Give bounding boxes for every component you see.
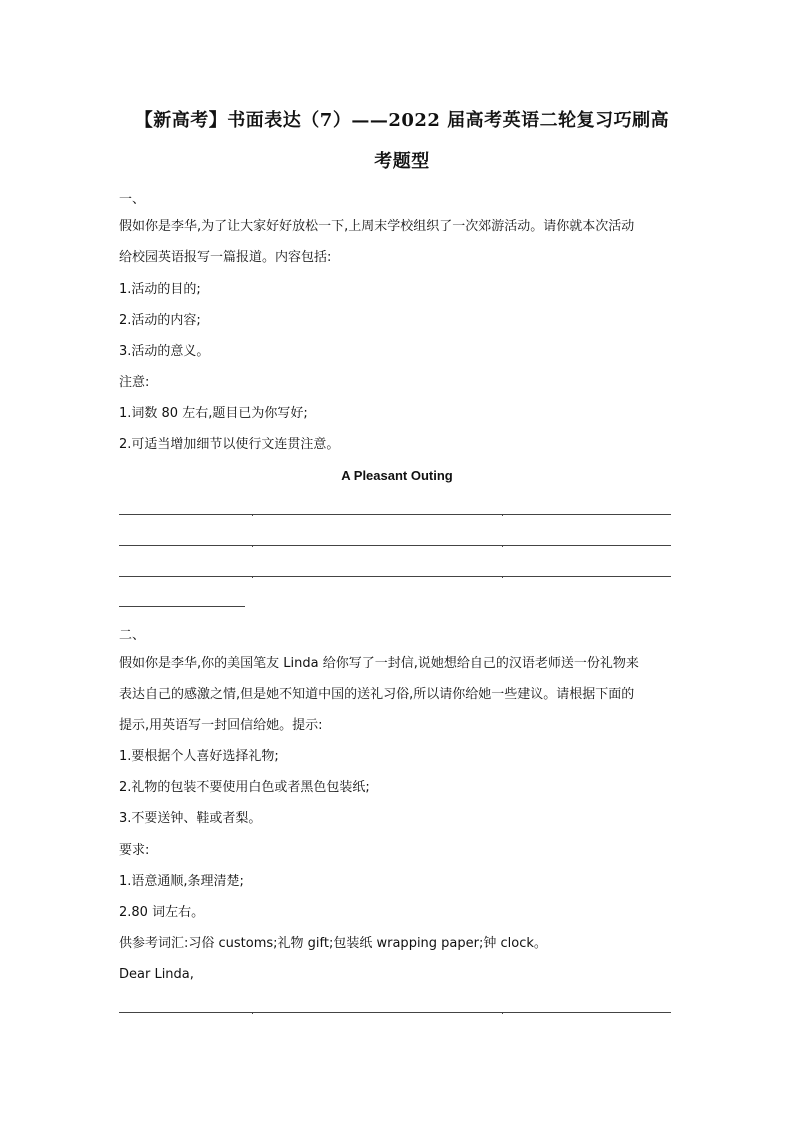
section-1-item-1: 1.活动的目的;: [119, 282, 201, 297]
section-1-heading: 一、: [119, 192, 146, 207]
section-2-prompt-line-2: 表达自己的感激之情,但是她不知道中国的送礼习俗,所以请你给她一些建议。请根据下面的: [119, 687, 635, 702]
writing-line-short: [119, 606, 245, 607]
section-2-item-2: 2.礼物的包装不要使用白色或者黑色包装纸;: [119, 780, 370, 795]
section-1-prompt-line-2: 给校园英语报写一篇报道。内容包括:: [119, 250, 332, 265]
section-1-notes-label: 注意:: [119, 375, 150, 390]
section-1-item-3: 3.活动的意义。: [119, 344, 210, 359]
writing-line: [119, 514, 671, 515]
document-title-line-2: 考题型: [374, 151, 430, 172]
section-1-prompt-line-1: 假如你是李华,为了让大家好好放松一下,上周末学校组织了一次郊游活动。请你就本次活动: [119, 219, 635, 234]
section-2-requirements-label: 要求:: [119, 843, 150, 858]
section-2-item-3: 3.不要送钟、鞋或者梨。: [119, 811, 262, 826]
section-2-requirement-2: 2.80 词左右。: [119, 905, 205, 920]
section-2-vocab: 供参考词汇:习俗 customs;礼物 gift;包装纸 wrapping paper;钟 clock。: [119, 936, 547, 951]
section-2-item-1: 1.要根据个人喜好选择礼物;: [119, 749, 279, 764]
section-1-item-2: 2.活动的内容;: [119, 313, 201, 328]
section-1-note-2: 2.可适当增加细节以使行文连贯注意。: [119, 437, 340, 452]
writing-line: [119, 545, 671, 546]
section-2-heading: 二、: [119, 628, 146, 643]
section-2-prompt-line-1: 假如你是李华,你的美国笔友 Linda 给你写了一封信,说她想给自己的汉语老师送一份礼物来: [119, 656, 639, 671]
section-1-essay-title: A Pleasant Outing: [341, 468, 453, 483]
writing-line: [119, 576, 671, 577]
section-2-requirement-1: 1.语意通顺,条理清楚;: [119, 874, 244, 889]
document-title-line-1: 【新高考】书面表达（7）——2022 届高考英语二轮复习巧刷高: [134, 110, 670, 131]
writing-line: [119, 1012, 671, 1013]
section-2-salutation: Dear Linda,: [119, 967, 194, 982]
section-1-note-1: 1.词数 80 左右,题目已为你写好;: [119, 406, 308, 421]
section-2-prompt-line-3: 提示,用英语写一封回信给她。提示:: [119, 718, 323, 733]
